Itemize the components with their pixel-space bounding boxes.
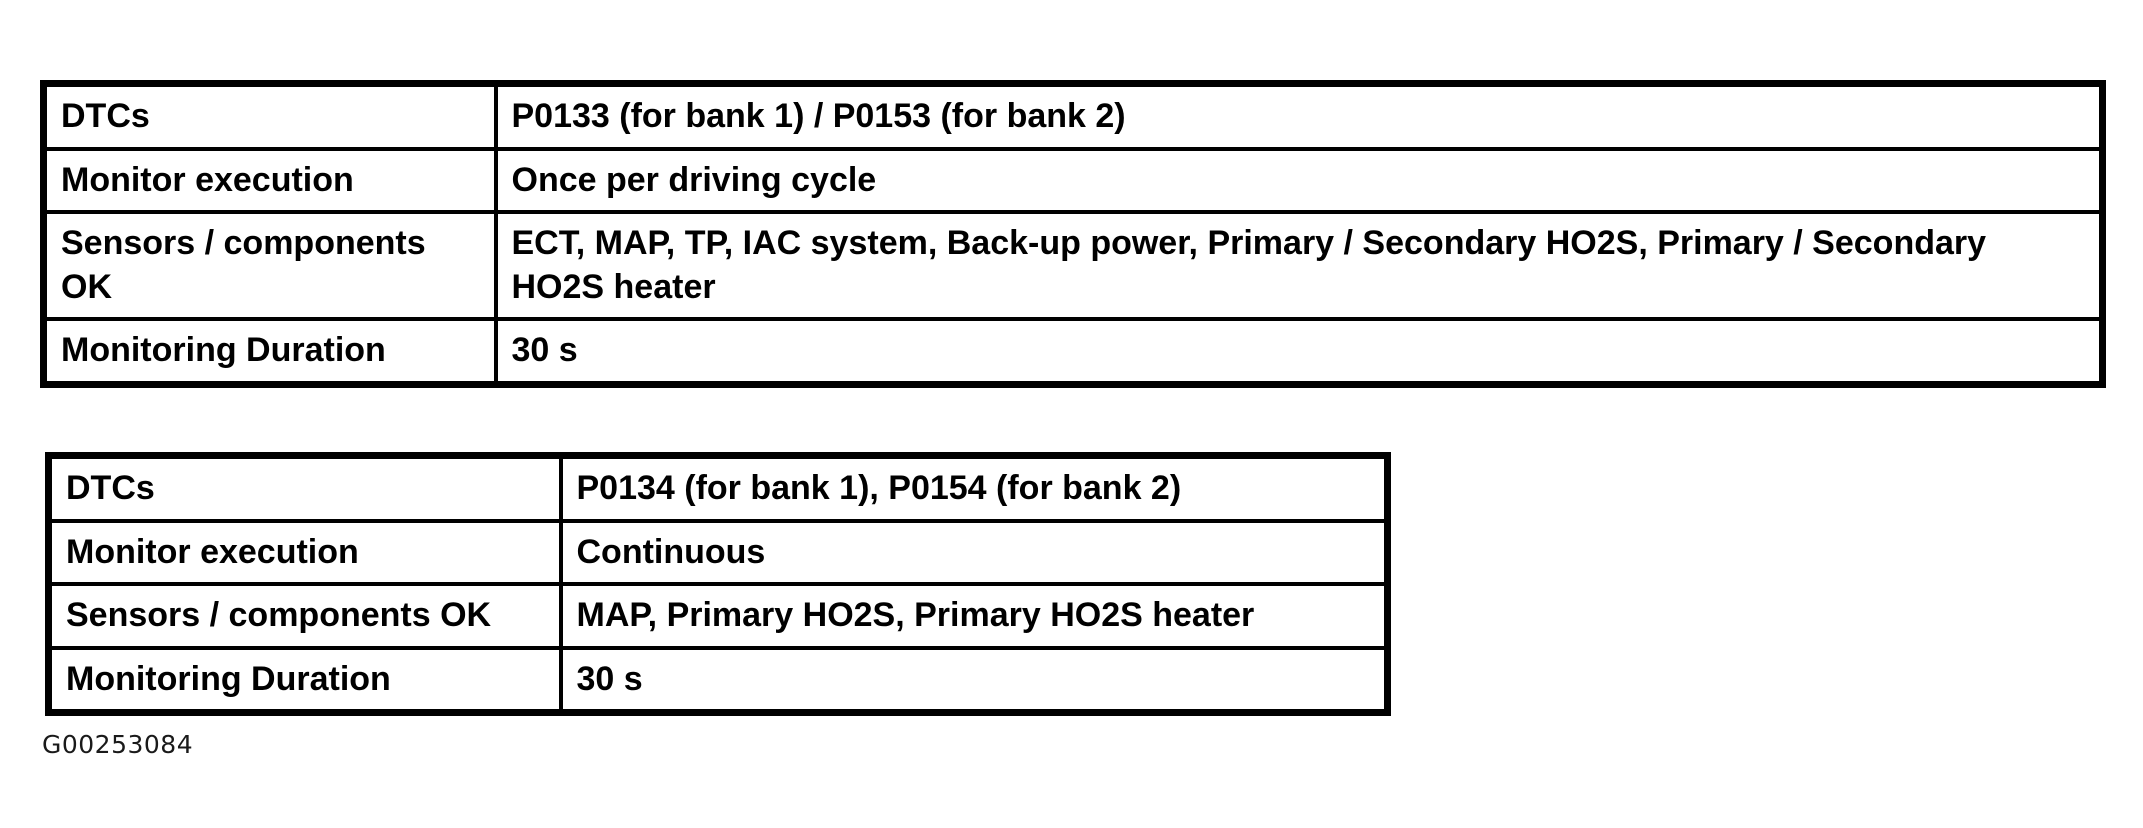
row-value: Continuous (561, 521, 1388, 585)
row-label: Monitor execution (44, 149, 496, 213)
table-row (49, 521, 1388, 585)
table-row (44, 212, 2103, 319)
table-row (44, 319, 2103, 384)
row-label: Sensors / components OK (44, 212, 496, 319)
row-value: Once per driving cycle (496, 149, 2103, 213)
table-row (44, 149, 2103, 213)
figure-id-caption: G00253084 (42, 730, 194, 759)
row-value: MAP, Primary HO2S, Primary HO2S heater (561, 584, 1388, 648)
row-value: 30 s (496, 319, 2103, 384)
row-label: Monitoring Duration (49, 648, 561, 713)
table-row (44, 84, 2103, 149)
monitor-spec-table-2 (45, 452, 1391, 716)
row-label: Sensors / components OK (49, 584, 561, 648)
table-row (49, 648, 1388, 713)
row-value: ECT, MAP, TP, IAC system, Back-up power, Primary / Secondary HO2S, Primary / Secondary HO2S heater (496, 212, 2103, 319)
monitor-spec-table-1 (40, 80, 2106, 388)
row-label: Monitoring Duration (44, 319, 496, 384)
row-label: DTCs (44, 84, 496, 149)
table-row (49, 584, 1388, 648)
row-value: 30 s (561, 648, 1388, 713)
table-row (49, 456, 1388, 521)
row-value: P0133 (for bank 1) / P0153 (for bank 2) (496, 84, 2103, 149)
row-value: P0134 (for bank 1), P0154 (for bank 2) (561, 456, 1388, 521)
row-label: DTCs (49, 456, 561, 521)
row-label: Monitor execution (49, 521, 561, 585)
